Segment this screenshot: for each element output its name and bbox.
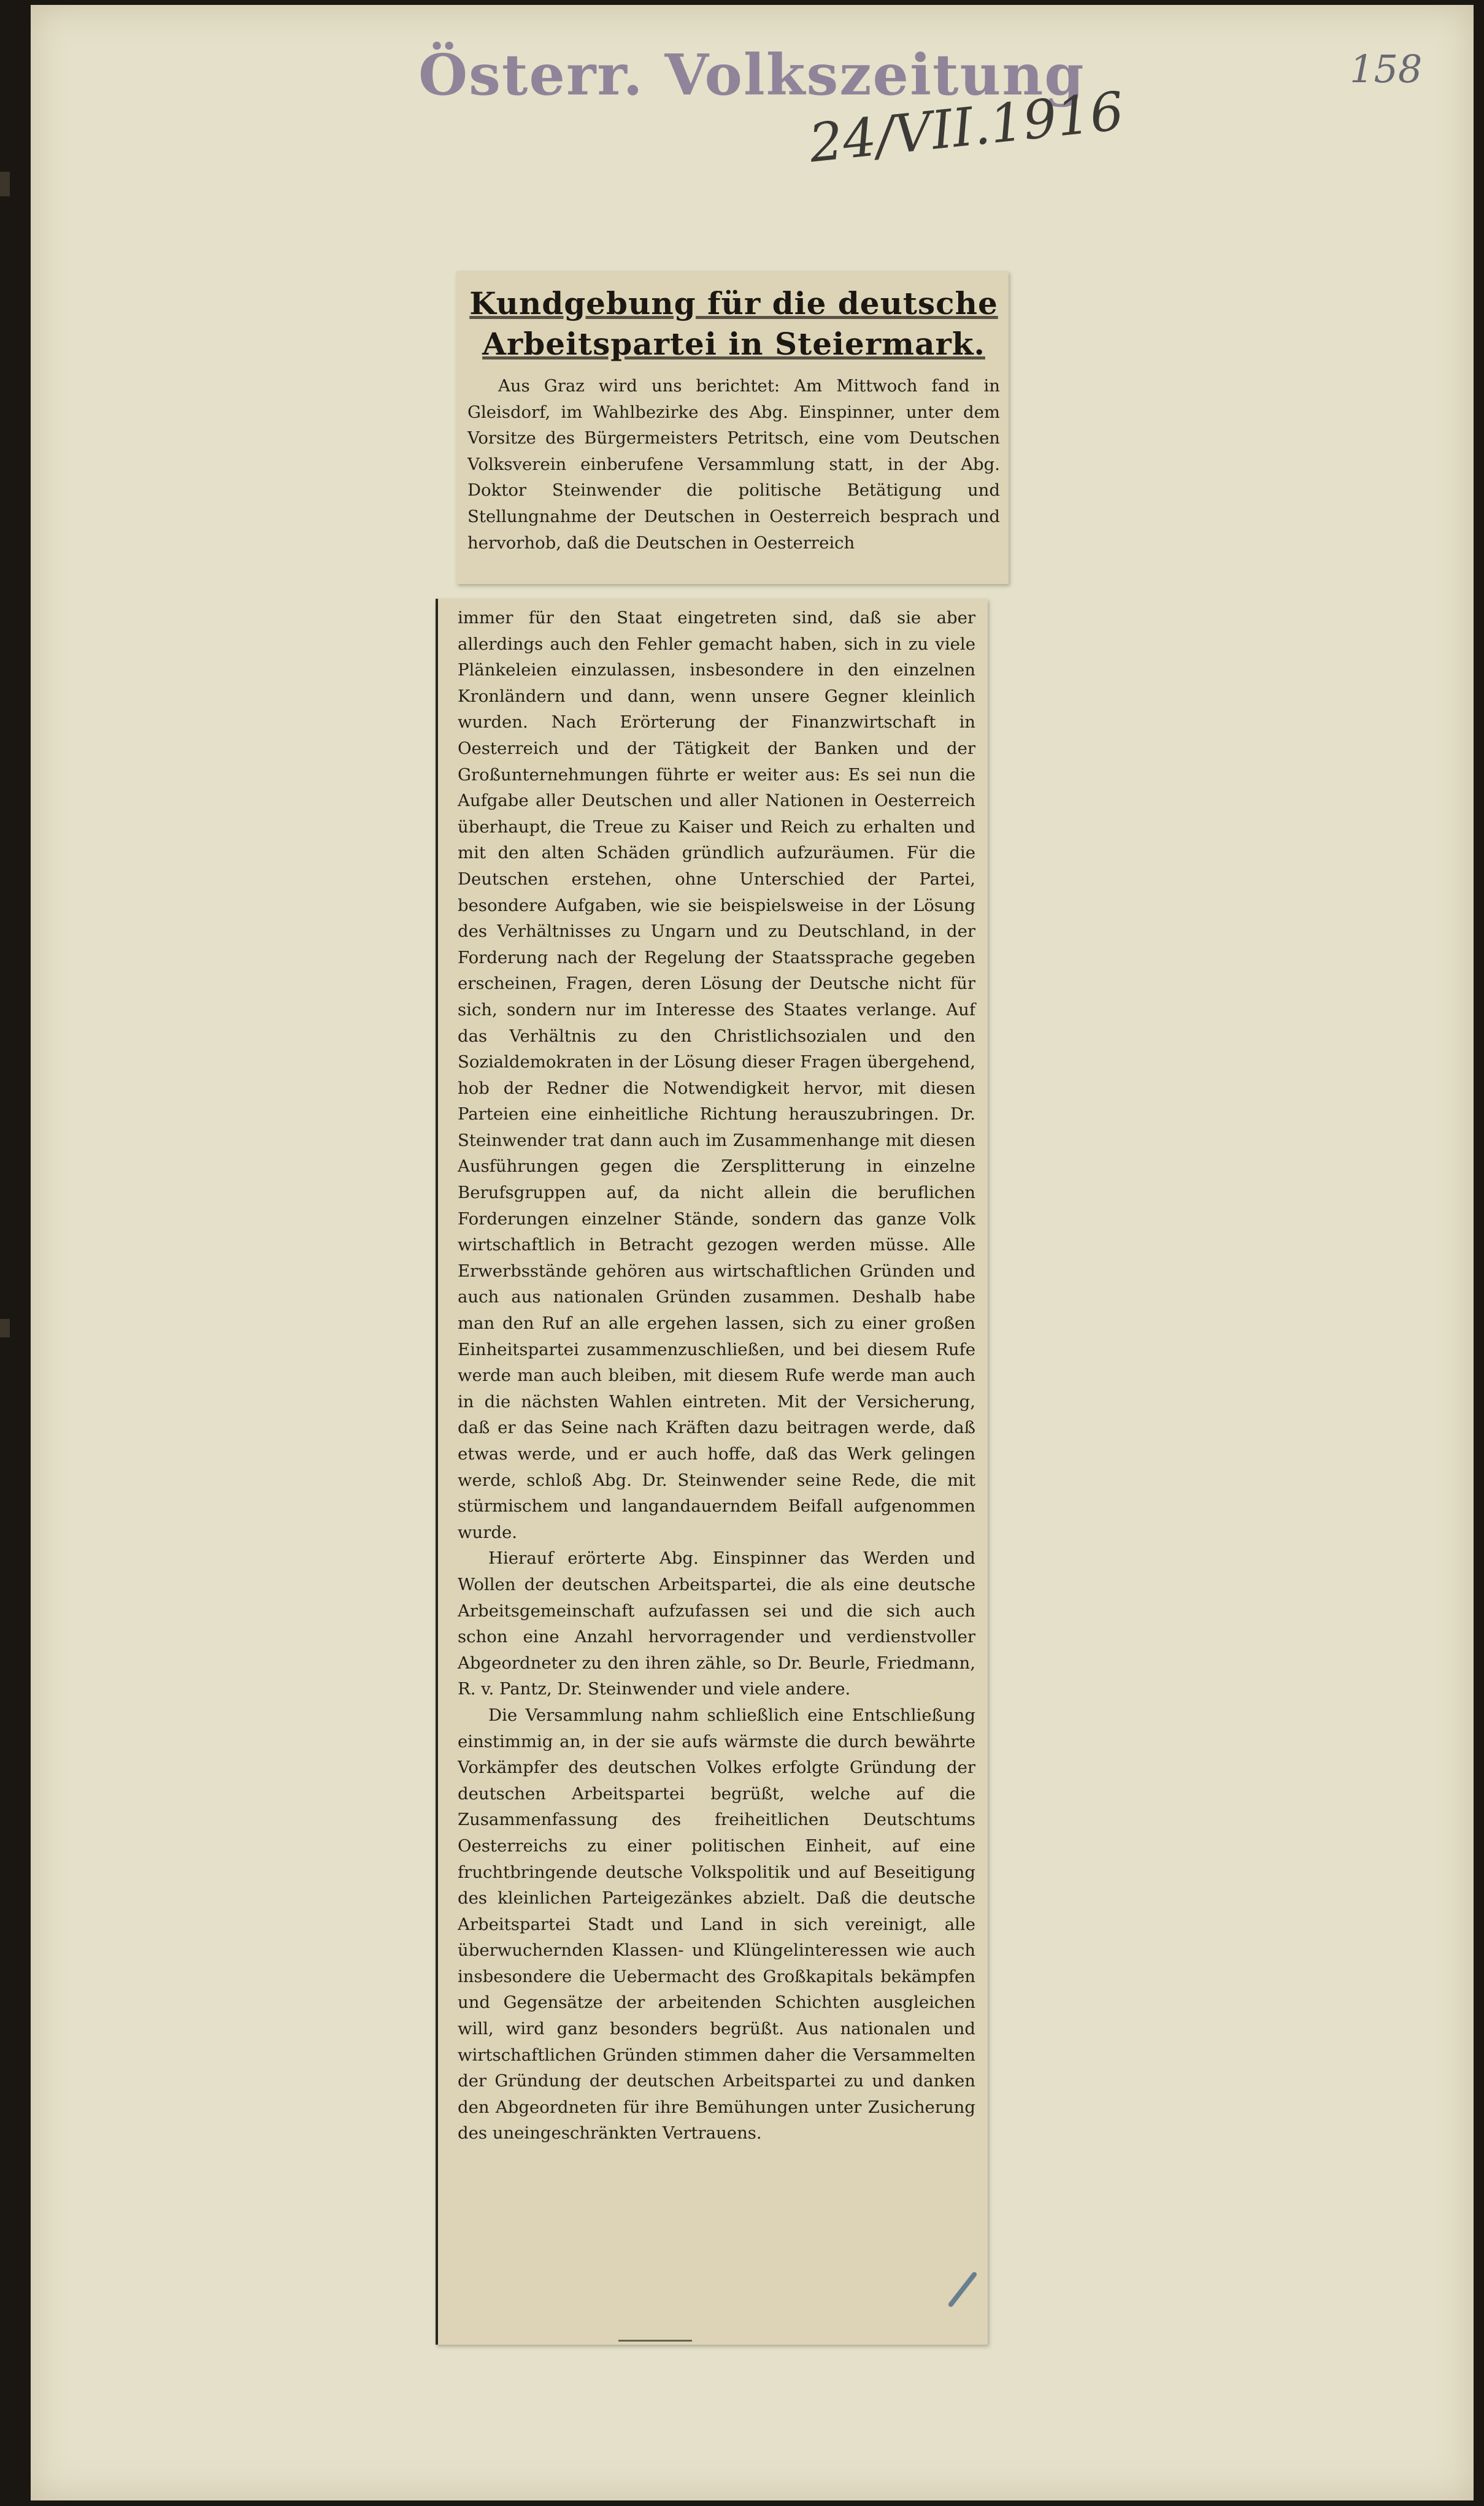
end-rule [618, 2340, 692, 2342]
handwritten-date: 24/VII.1916 [806, 80, 1127, 175]
article-continuation-paragraph: immer für den Staat eingetreten sind, daß sie aber allerdings auch den Fehler gemacht haben, sich in zu viele Plänkeleien einzulassen, insbesondere in den einzelnen Kronländern und dann, wenn unsere Gegner kleinlich wurden. Nach Erörterung der Finanzwirtschaft in Oesterreich und der Tätigkeit der Banken und der Großunternehmungen führte er weiter aus: Es sei nun die Aufgabe aller Deutschen und aller Nationen in Oesterreich überhaupt, die Treue zu Kaiser und Reich zu erhalten und mit den alten Schäden gründlich aufzuräumen. Für die Deutschen erstehen, ohne Unterschied der Partei, besondere Aufgaben, wie sie beispielsweise in der Lösung des Verhältnisses zu Ungarn und zu Deutschland, in der Forderung nach der Regelung der Staatssprache gegeben erscheinen, Fragen, deren Lösung der Deutsche nicht für sich, sondern nur im Interesse des Staates verlange. Auf das Verhältnis zu den Christlichsozialen und den Sozialdemokraten in der Lösung dieser Fragen übergehend, hob der Redner die Notwendigkeit hervor, mit diesen Parteien eine einheitliche Richtung herauszubringen. Dr. Steinwender trat dann auch im Zusammenhange mit diesen Ausführungen gegen die Zersplitterung in einzelne Berufsgruppen auf, da nicht allein die beruflichen Forderungen einzelner Stände, sondern das ganze Volk wirtschaftlich in Betracht gezogen werden müsse. Alle Erwerbsstände gehören aus wirtschaftlichen Gründen und auch aus nationalen Gründen zusammen. Deshalb habe man den Ruf an alle ergehen lassen, sich zu einer großen Einheitspartei zusammenzuschließen, und bei diesem Rufe werde man auch bleiben, mit diesem Rufe werde man auch in die nächsten Wahlen eintreten. Mit der Versicherung, daß er das Seine nach Kräften dazu beitragen werde, daß etwas werde, und er auch hoffe, daß das Werk gelingen werde, schloß Abg. Dr. Steinwender seine Rede, die mit stürmischem und langandauerndem Beifall aufgenommen wurde. [458, 608, 975, 1542]
clipping-continuation [436, 599, 988, 2345]
clipping-top [456, 271, 1009, 584]
article-lead-paragraph: Aus Graz wird uns berichtet: Am Mittwoch fand in Gleisdorf, im Wahlbezirke des Abg. Einspinner, unter dem Vorsitze des Bürgermeisters Petritsch, eine vom Deutschen Volksverein einberufene Versammlung statt, in der Abg. Doktor Steinwender die politische Betätigung und Stellungnahme der Deutschen in Oesterreich besprach und hervorhob, daß die Deutschen in Oesterreich [467, 376, 1000, 553]
article-paragraph-3: Die Versammlung nahm schließlich eine Entschließung einstimmig an, in der sie aufs wärmste die durch bewährte Vorkämpfer des deutschen Volkes erfolgte Gründung der deutschen Arbeitspartei begrüßt, welche auf die Zusammenfassung des freiheitlichen Deutschtums Oesterreichs zu einer politischen Einheit, auf eine fruchtbringende deutsche Volkspolitik und auf Beseitigung des kleinlichen Parteigezänkes abzielt. Daß die deutsche Arbeitspartei Stadt und Land in sich vereinigt, alle überwuchernden Klassen- und Klüngelinteressen wie auch insbesondere die Uebermacht des Großkapitals bekämpfen und Gegensätze der arbeitenden Schichten ausgleichen will, wird ganz besonders begrüßt. Aus nationalen und wirtschaftlichen Gründen stimmen daher die Versammelten der Gründung der deutschen Arbeitspartei zu und danken den Abgeordneten für ihre Bemühungen unter Zusicherung des uneingeschränkten Vertrauens. [458, 1705, 975, 2143]
binding-hole [0, 172, 10, 196]
page-number: 158 [1350, 47, 1423, 91]
article-paragraph-2: Hierauf erörterte Abg. Einspinner das Werden und Wollen der deutschen Arbeitspartei, die als eine deutsche Arbeitsgemeinschaft aufzufassen sei und die sich auch schon eine Anzahl hervorragender und verdienstvoller Abgeordneter zu den ihren zähle, so Dr. Beurle, Friedmann, R. v. Pantz, Dr. Steinwender und viele andere. [458, 1548, 975, 1699]
newspaper-source-stamp: Österr. Volkszeitung [418, 42, 1085, 108]
binding-hole [0, 1319, 10, 1337]
article-headline: Kundgebung für die deutsche Arbeitspartei in Steiermark. [469, 285, 998, 362]
archive-sheet [31, 5, 1474, 2500]
